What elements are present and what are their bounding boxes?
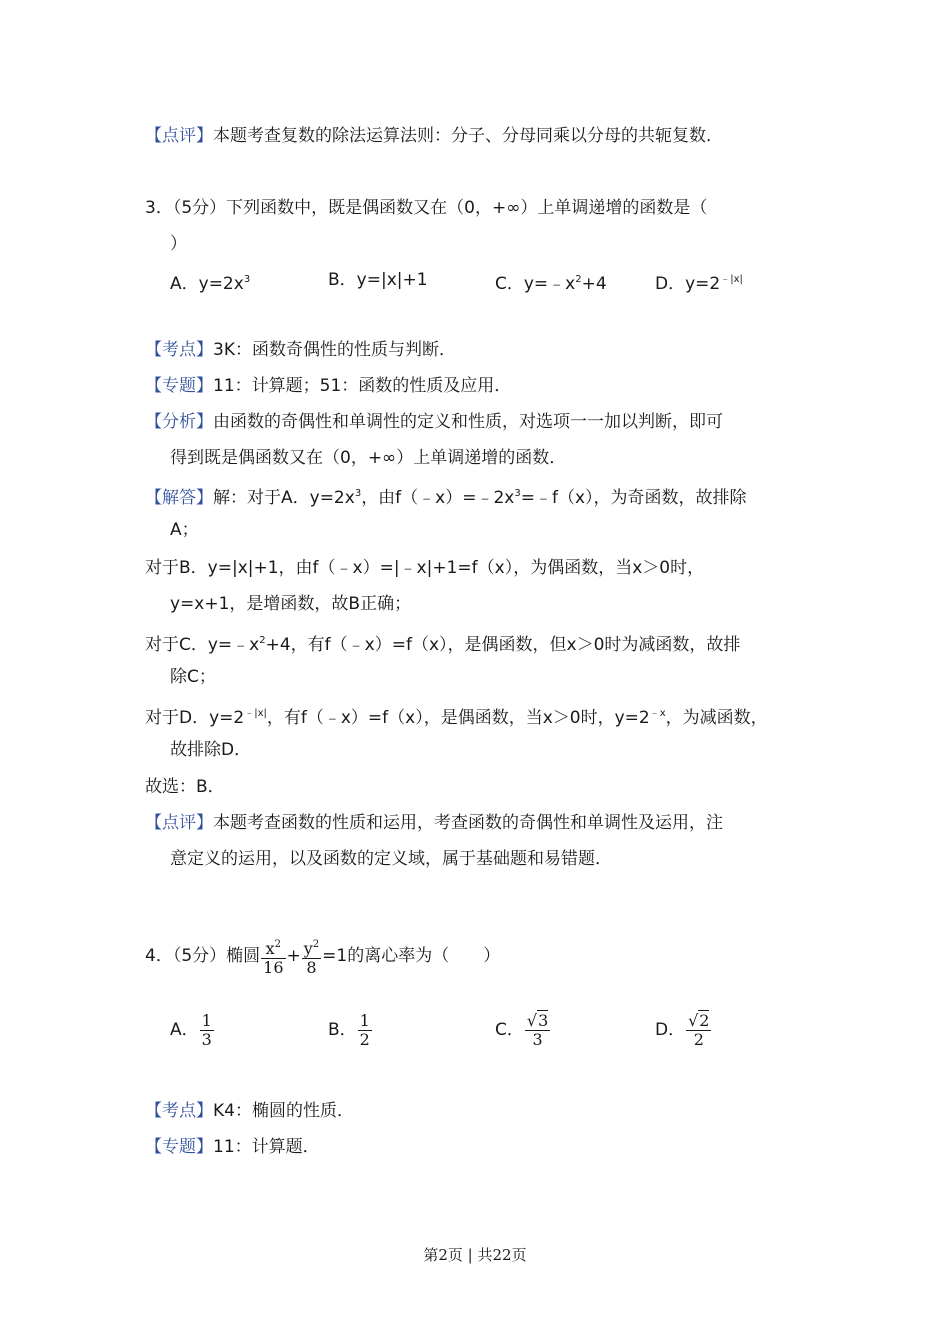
q4-zhuanti [145,1135,320,1159]
jieda-text-a: 解：对于A．y=2x [213,488,355,508]
plus-sign: + [286,946,301,966]
q3-fenxi-1 [145,410,723,434]
q4-option-c-label: C． [495,1020,524,1040]
q3-option-d-text: D．y=2 [655,274,721,294]
q4-option-d-label: D． [655,1020,686,1040]
q3-option-a [170,268,250,296]
q4-stem-pre: 4．（5分）椭圆 [145,946,261,966]
q4-option-b [328,1008,373,1052]
q3-option-c-sup: 2 [575,274,582,285]
q3-b-2: y=x+1，是增函数，故B正确； [170,594,412,614]
jieda-text-b: ，由f（﹣x）=﹣2x [361,488,515,508]
kaodian-text: 3K：函数奇偶性的性质与判断． [213,340,456,360]
q3-d-2: 故排除D． [170,740,252,760]
q4-option-a-label: A． [170,1020,199,1040]
x-num: x [265,938,275,958]
q4-option-a [170,1008,215,1052]
q4-option-d-fraction [686,1012,711,1049]
q3-dianping-1 [145,811,723,835]
q4-option-d [655,1008,712,1052]
fenxi-text-1: 由函数的奇偶性和单调性的定义和性质，对选项一一加以判断，即可 [213,412,723,432]
q3-stem-line1: 3．（5分）下列函数中，既是偶函数又在（0，+∞）上单调递增的函数是（ [145,198,708,218]
y-sup: 2 [312,938,320,950]
q3-option-a-text: A．y=2x [170,274,244,294]
q3-choice: 故选：B． [145,777,225,797]
q3-c-2: 除C； [170,667,216,687]
d-text-a: 对于D．y=2 [145,708,245,728]
q4-kaodian [145,1099,354,1123]
q3-dianping-2: 意定义的运用，以及函数的定义域，属于基础题和易错题． [170,849,612,869]
q3-option-c [495,268,607,296]
q3-option-c-post: +4 [581,274,607,294]
dianping-text-1: 本题考查函数的性质和运用，考查函数的奇偶性和单调性及运用，注 [213,813,723,833]
b-den: 2 [359,1029,370,1049]
c-text-a: 对于C．y=﹣x [145,635,260,655]
jieda-tag: 【解答】 [145,488,213,508]
q4-option-b-label: B． [328,1020,357,1040]
q3-option-d [655,268,743,296]
d-text-b: ，有f（﹣x）=f（x），是偶函数，当x＞0时，y=2 [266,708,650,728]
sqrt-icon: √ [526,1010,538,1030]
q3-zhuanti [145,374,511,398]
d-num: 2 [699,1010,710,1030]
y-num: y [303,938,313,958]
q3-fenxi-2: 得到既是偶函数又在（0，+∞）上单调递增的函数． [170,448,567,468]
q3-d-1 [145,702,768,730]
q3-stem-line2: ） [170,234,187,254]
q3-option-c-text: C．y=﹣x [495,274,576,294]
d-sup-2: ﹣x [649,708,666,719]
fenxi-tag: 【分析】 [145,412,213,432]
q4-zhuanti-tag: 【专题】 [145,1137,213,1157]
review-text: 本题考查复数的除法运算法则：分子、分母同乘以分母的共轭复数． [213,126,723,146]
x-sup: 2 [274,938,282,950]
q3-option-d-sup: ﹣|x| [720,274,743,285]
q3-option-b: B．y=|x|+1 [328,270,428,290]
a-num: 1 [201,1010,212,1030]
dianping-tag: 【点评】 [145,813,213,833]
q4-option-c-fraction [525,1012,550,1049]
c-num: 3 [538,1010,549,1030]
jieda-text-c: =﹣f（x），为奇函数，故排除 [520,488,747,508]
q4-option-a-fraction [200,1012,214,1049]
x-den: 16 [263,957,284,977]
review-tag: 【点评】 [145,126,213,146]
kaodian-tag: 【考点】 [145,340,213,360]
q4-stem-post: =1的离心率为（ ） [322,946,501,966]
y-fraction [302,936,321,977]
review-1 [145,124,723,148]
q3-option-a-sup: 3 [243,274,251,285]
zhuanti-tag: 【专题】 [145,376,213,396]
jieda-sup-2: 3 [514,488,521,499]
sqrt-icon: √ [688,1010,699,1030]
zhuanti-text: 11：计算题；51：函数的性质及应用． [213,376,512,396]
q3-b-1: 对于B．y=|x|+1，由f（﹣x）=|﹣x|+1=f（x），为偶函数，当x＞0时， [145,558,705,578]
c-text-b: +4，有f（﹣x）=f（x），是偶函数，但x＞0时为减函数，故排 [265,635,741,655]
q4-kaodian-text: K4：椭圆的性质． [213,1101,354,1121]
page-footer: 第2页 | 共22页 [423,1246,527,1264]
q4-stem [145,928,500,984]
x-fraction [261,936,285,977]
q4-option-b-fraction [358,1012,372,1049]
q3-jieda-2: A； [170,520,199,540]
d-sup-1: ﹣|x| [244,708,267,719]
q4-zhuanti-text: 11：计算题． [213,1137,320,1157]
d-text-c: ，为减函数， [665,708,768,728]
y-den: 8 [306,957,317,977]
c-den: 3 [532,1029,543,1049]
c-sup: 2 [259,635,266,646]
jieda-sup-1: 3 [354,488,362,499]
b-num: 1 [359,1010,370,1030]
q3-jieda-1 [145,482,747,510]
d-den: 2 [693,1029,704,1049]
q3-kaodian [145,338,456,362]
q4-kaodian-tag: 【考点】 [145,1101,213,1121]
q4-option-c [495,1008,551,1052]
q3-c-1 [145,629,740,657]
a-den: 3 [201,1029,212,1049]
